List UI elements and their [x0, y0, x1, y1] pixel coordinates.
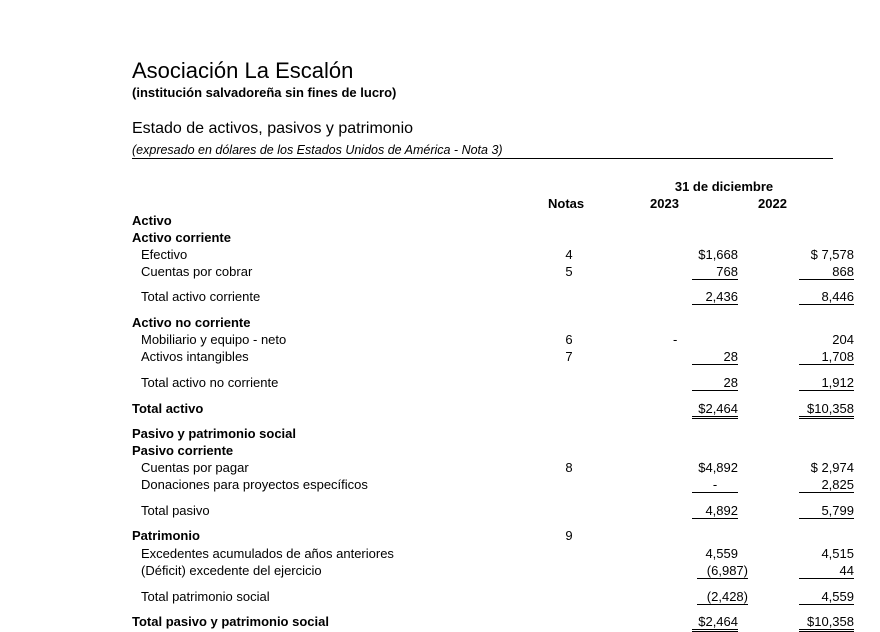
note-ref: 7 — [565, 349, 573, 364]
line-item-row — [0, 332, 880, 349]
value-2022: 204 — [832, 332, 854, 347]
value-2022: $ 7,578 — [810, 247, 854, 262]
value-2023: $4,892 — [698, 460, 738, 475]
section-label: Activo — [132, 213, 172, 228]
notes-header: Notas — [548, 196, 585, 211]
value-2022: $10,358 — [799, 401, 854, 419]
line-item-label: Mobiliario y equipo - neto — [141, 332, 287, 347]
year-2023-header: 2023 — [650, 196, 679, 211]
value-2022: 4,515 — [821, 546, 854, 561]
total-row — [0, 401, 880, 418]
header-rule — [132, 158, 833, 159]
value-2023: $1,668 — [698, 247, 738, 262]
total-label: Total pasivo y patrimonio social — [132, 614, 329, 629]
line-item-row — [0, 349, 880, 366]
section-header-row — [0, 426, 880, 443]
line-item-label: Cuentas por cobrar — [141, 264, 253, 279]
value-2023: 28 — [692, 349, 738, 365]
period-header: 31 de diciembre — [674, 179, 774, 194]
note-ref: 8 — [565, 460, 573, 475]
value-2023: $2,464 — [692, 614, 738, 632]
value-2023: 2,436 — [692, 289, 738, 305]
subtotal-row — [0, 503, 880, 520]
value-2022: $ 2,974 — [810, 460, 854, 475]
line-item-label: Excedentes acumulados de años anteriores — [141, 546, 394, 561]
value-2023: $2,464 — [692, 401, 738, 419]
subtotal-label: Total activo no corriente — [141, 375, 279, 390]
value-2022: 1,708 — [799, 349, 854, 365]
value-2023: 768 — [692, 264, 738, 280]
organization-subtitle: (institución salvadoreña sin fines de lucro) — [132, 85, 397, 100]
subtotal-label: Total pasivo — [141, 503, 210, 518]
subsection-label: Patrimonio — [132, 528, 200, 543]
subsection-header-row — [0, 230, 880, 247]
value-2023: 4,892 — [692, 503, 738, 519]
value-2022: 2,825 — [799, 477, 854, 493]
line-item-label: Cuentas por pagar — [141, 460, 249, 475]
line-item-row — [0, 460, 880, 477]
value-2022: 4,559 — [799, 589, 854, 605]
value-2023: 28 — [692, 375, 738, 391]
note-ref: 6 — [565, 332, 573, 347]
note-ref: 4 — [565, 247, 573, 262]
value-2022: 44 — [799, 563, 854, 579]
subsection-label: Activo no corriente — [132, 315, 251, 330]
section-label: Pasivo y patrimonio social — [132, 426, 296, 441]
value-2022: 8,446 — [799, 289, 854, 305]
line-item-label: (Déficit) excedente del ejercicio — [141, 563, 322, 578]
subtotal-label: Total patrimonio social — [141, 589, 270, 604]
line-item-label: Activos intangibles — [141, 349, 249, 364]
value-2023: 4,559 — [705, 546, 738, 561]
subtotal-row — [0, 589, 880, 606]
line-item-label: Donaciones para proyectos específicos — [141, 477, 368, 492]
value-2023: - — [692, 477, 738, 493]
line-item-row — [0, 563, 880, 580]
subsection-header-row — [0, 528, 880, 545]
subsection-header-row — [0, 443, 880, 460]
value-2022: 868 — [799, 264, 854, 280]
value-2023: (2,428) — [697, 589, 748, 605]
line-item-row — [0, 247, 880, 264]
value-2022: 1,912 — [799, 375, 854, 391]
subsection-label: Activo corriente — [132, 230, 231, 245]
organization-name: Asociación La Escalón — [132, 58, 354, 83]
section-header-row — [0, 213, 880, 230]
statement-title: Estado de activos, pasivos y patrimonio — [132, 120, 414, 137]
line-item-label: Efectivo — [141, 247, 188, 262]
total-row — [0, 614, 880, 631]
subtotal-label: Total activo corriente — [141, 289, 261, 304]
total-label: Total activo — [132, 401, 204, 416]
statement-subtitle: (expresado en dólares de los Estados Unidos de América - Nota 3) — [132, 143, 503, 157]
year-2022-header: 2022 — [758, 196, 787, 211]
value-2022: $10,358 — [799, 614, 854, 632]
note-ref: 5 — [565, 264, 573, 279]
subsection-header-row — [0, 315, 880, 332]
line-item-row — [0, 546, 880, 563]
subsection-label: Pasivo corriente — [132, 443, 234, 458]
value-2022: 5,799 — [799, 503, 854, 519]
line-item-row — [0, 264, 880, 281]
subtotal-row — [0, 375, 880, 392]
line-item-row — [0, 477, 880, 494]
value-2023: (6,987) — [697, 563, 748, 579]
value-2023: - — [673, 332, 678, 347]
subtotal-row — [0, 289, 880, 306]
note-ref: 9 — [565, 528, 573, 543]
